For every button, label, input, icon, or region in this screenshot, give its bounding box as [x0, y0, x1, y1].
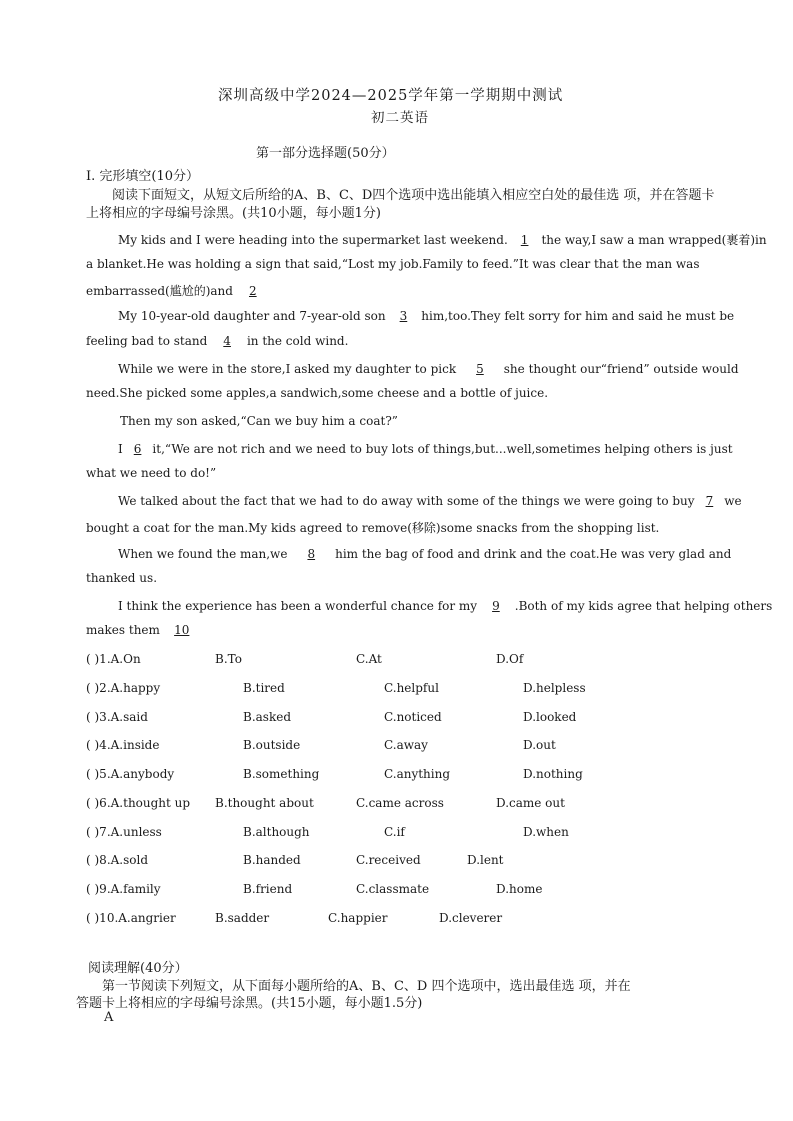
cloze-instruction-line1: 阅读下面短文，从短文后所给的A、B、C、D四个选项中选出能填入相应空白处的最佳选 项，并在答题卡	[112, 188, 715, 203]
option-b: B.handed	[243, 853, 301, 867]
passage-line: a blanket.He was holding a sign that said,“Lost my job.Family to feed.”It was clear that the man was	[86, 257, 700, 271]
option-c: C.At	[356, 652, 382, 666]
passage-line: My kids and I were heading into the supermarket last weekend. 1 the way,I saw a man wrapped(裹着)in	[118, 233, 767, 247]
passage-line: I 6 it,“We are not rich and we need to buy lots of things,but...well,sometimes helping others is just	[118, 442, 733, 456]
cloze-instruction-line2: 上将相应的字母编号涂黑。(共10小题，每小题1分)	[86, 206, 381, 221]
question-row: ( )4.A.inside	[86, 738, 160, 752]
passage-line: bought a coat for the man.My kids agreed to remove(移除)some snacks from the shopping list.	[86, 521, 660, 535]
passage-line: While we were in the store,I asked my daughter to pick 5 she thought our“friend” outside would	[118, 362, 739, 376]
reading-section-label: A	[104, 1010, 114, 1025]
passage-line: need.She picked some apples,a sandwich,some cheese and a bottle of juice.	[86, 386, 549, 400]
option-d: D.home	[496, 882, 543, 896]
blank-1: 1	[520, 233, 529, 247]
option-c: C.came across	[356, 796, 444, 810]
option-c: C.happier	[328, 911, 388, 925]
part-title: 第一部分选择题(50分）	[256, 146, 395, 161]
option-c: C.received	[356, 853, 421, 867]
passage-line: When we found the man,we 8 him the bag of food and drink and the coat.He was very glad and	[118, 547, 732, 561]
blank-7: 7	[705, 494, 714, 508]
blank-9: 9	[492, 599, 500, 613]
question-row: ( )8.A.sold	[86, 853, 149, 867]
option-d: D.when	[523, 825, 569, 839]
question-row: ( )5.A.anybody	[86, 767, 175, 781]
blank-6: 6	[133, 442, 142, 456]
option-d: D.came out	[496, 796, 565, 810]
blank-5: 5	[476, 362, 484, 376]
passage-line: We talked about the fact that we had to do away with some of the things we were going to buy 7 we	[118, 494, 742, 508]
option-b: B.sadder	[215, 911, 270, 925]
option-d: D.cleverer	[439, 911, 503, 925]
question-row: ( )9.A.family	[86, 882, 161, 896]
blank-3: 3	[399, 309, 408, 323]
question-row: ( )3.A.said	[86, 710, 148, 724]
option-b: B.To	[215, 652, 242, 666]
option-d: D.lent	[467, 853, 504, 867]
option-b: B.asked	[243, 710, 291, 724]
option-b: B.outside	[243, 738, 301, 752]
page-subtitle: 初二英语	[371, 110, 429, 126]
page-title: 深圳高级中学2024—2025学年第一学期期中测试	[218, 88, 564, 104]
option-b: B.thought about	[215, 796, 314, 810]
blank-8: 8	[307, 547, 316, 561]
option-b: B.friend	[243, 882, 293, 896]
passage-line: Then my son asked,“Can we buy him a coat?”	[120, 414, 398, 428]
option-c: C.classmate	[356, 882, 430, 896]
passage-line: thanked us.	[86, 571, 158, 585]
option-d: D.helpless	[523, 681, 586, 695]
question-row: ( )1.A.On	[86, 652, 141, 666]
blank-10: 10	[174, 623, 190, 637]
option-d: D.Of	[496, 652, 524, 666]
option-c: C.away	[384, 738, 428, 752]
reading-heading: 阅读理解(40分）	[88, 961, 188, 976]
option-b: B.tired	[243, 681, 285, 695]
cloze-heading: I. 完形填空(10分）	[86, 169, 200, 184]
option-c: C.noticed	[384, 710, 442, 724]
question-row: ( )6.A.thought up	[86, 796, 191, 810]
passage-line: My 10-year-old daughter and 7-year-old son 3 him,too.They felt sorry for him and said he must be	[118, 309, 735, 323]
option-c: C.if	[384, 825, 405, 839]
question-row: ( )7.A.unless	[86, 825, 162, 839]
passage-line: feeling bad to stand 4 in the cold wind.	[86, 334, 349, 348]
passage-line: makes them 10	[86, 623, 200, 637]
blank-2: 2	[248, 284, 257, 298]
reading-instruction-line1: 第一节阅读下列短文，从下面每小题所给的A、B、C、D 四个选项中，选出最佳选 项，并在	[102, 979, 631, 994]
blank-4: 4	[223, 334, 231, 348]
question-row: ( )10.A.angrier	[86, 911, 176, 925]
option-d: D.nothing	[523, 767, 583, 781]
question-row: ( )2.A.happy	[86, 681, 161, 695]
option-c: C.anything	[384, 767, 451, 781]
option-b: B.something	[243, 767, 320, 781]
passage-line: embarrassed(尴尬的)and 2	[86, 282, 269, 299]
reading-instruction-line2: 答题卡上将相应的字母编号涂黑。(共15小题，每小题1.5分)	[76, 996, 423, 1011]
passage-line: what we need to do!”	[86, 466, 217, 480]
option-b: B.although	[243, 825, 310, 839]
passage-line: I think the experience has been a wonderful chance for my 9 .Both of my kids agree that helping others	[118, 599, 773, 613]
option-d: D.out	[523, 738, 556, 752]
option-d: D.looked	[523, 710, 577, 724]
option-c: C.helpful	[384, 681, 439, 695]
